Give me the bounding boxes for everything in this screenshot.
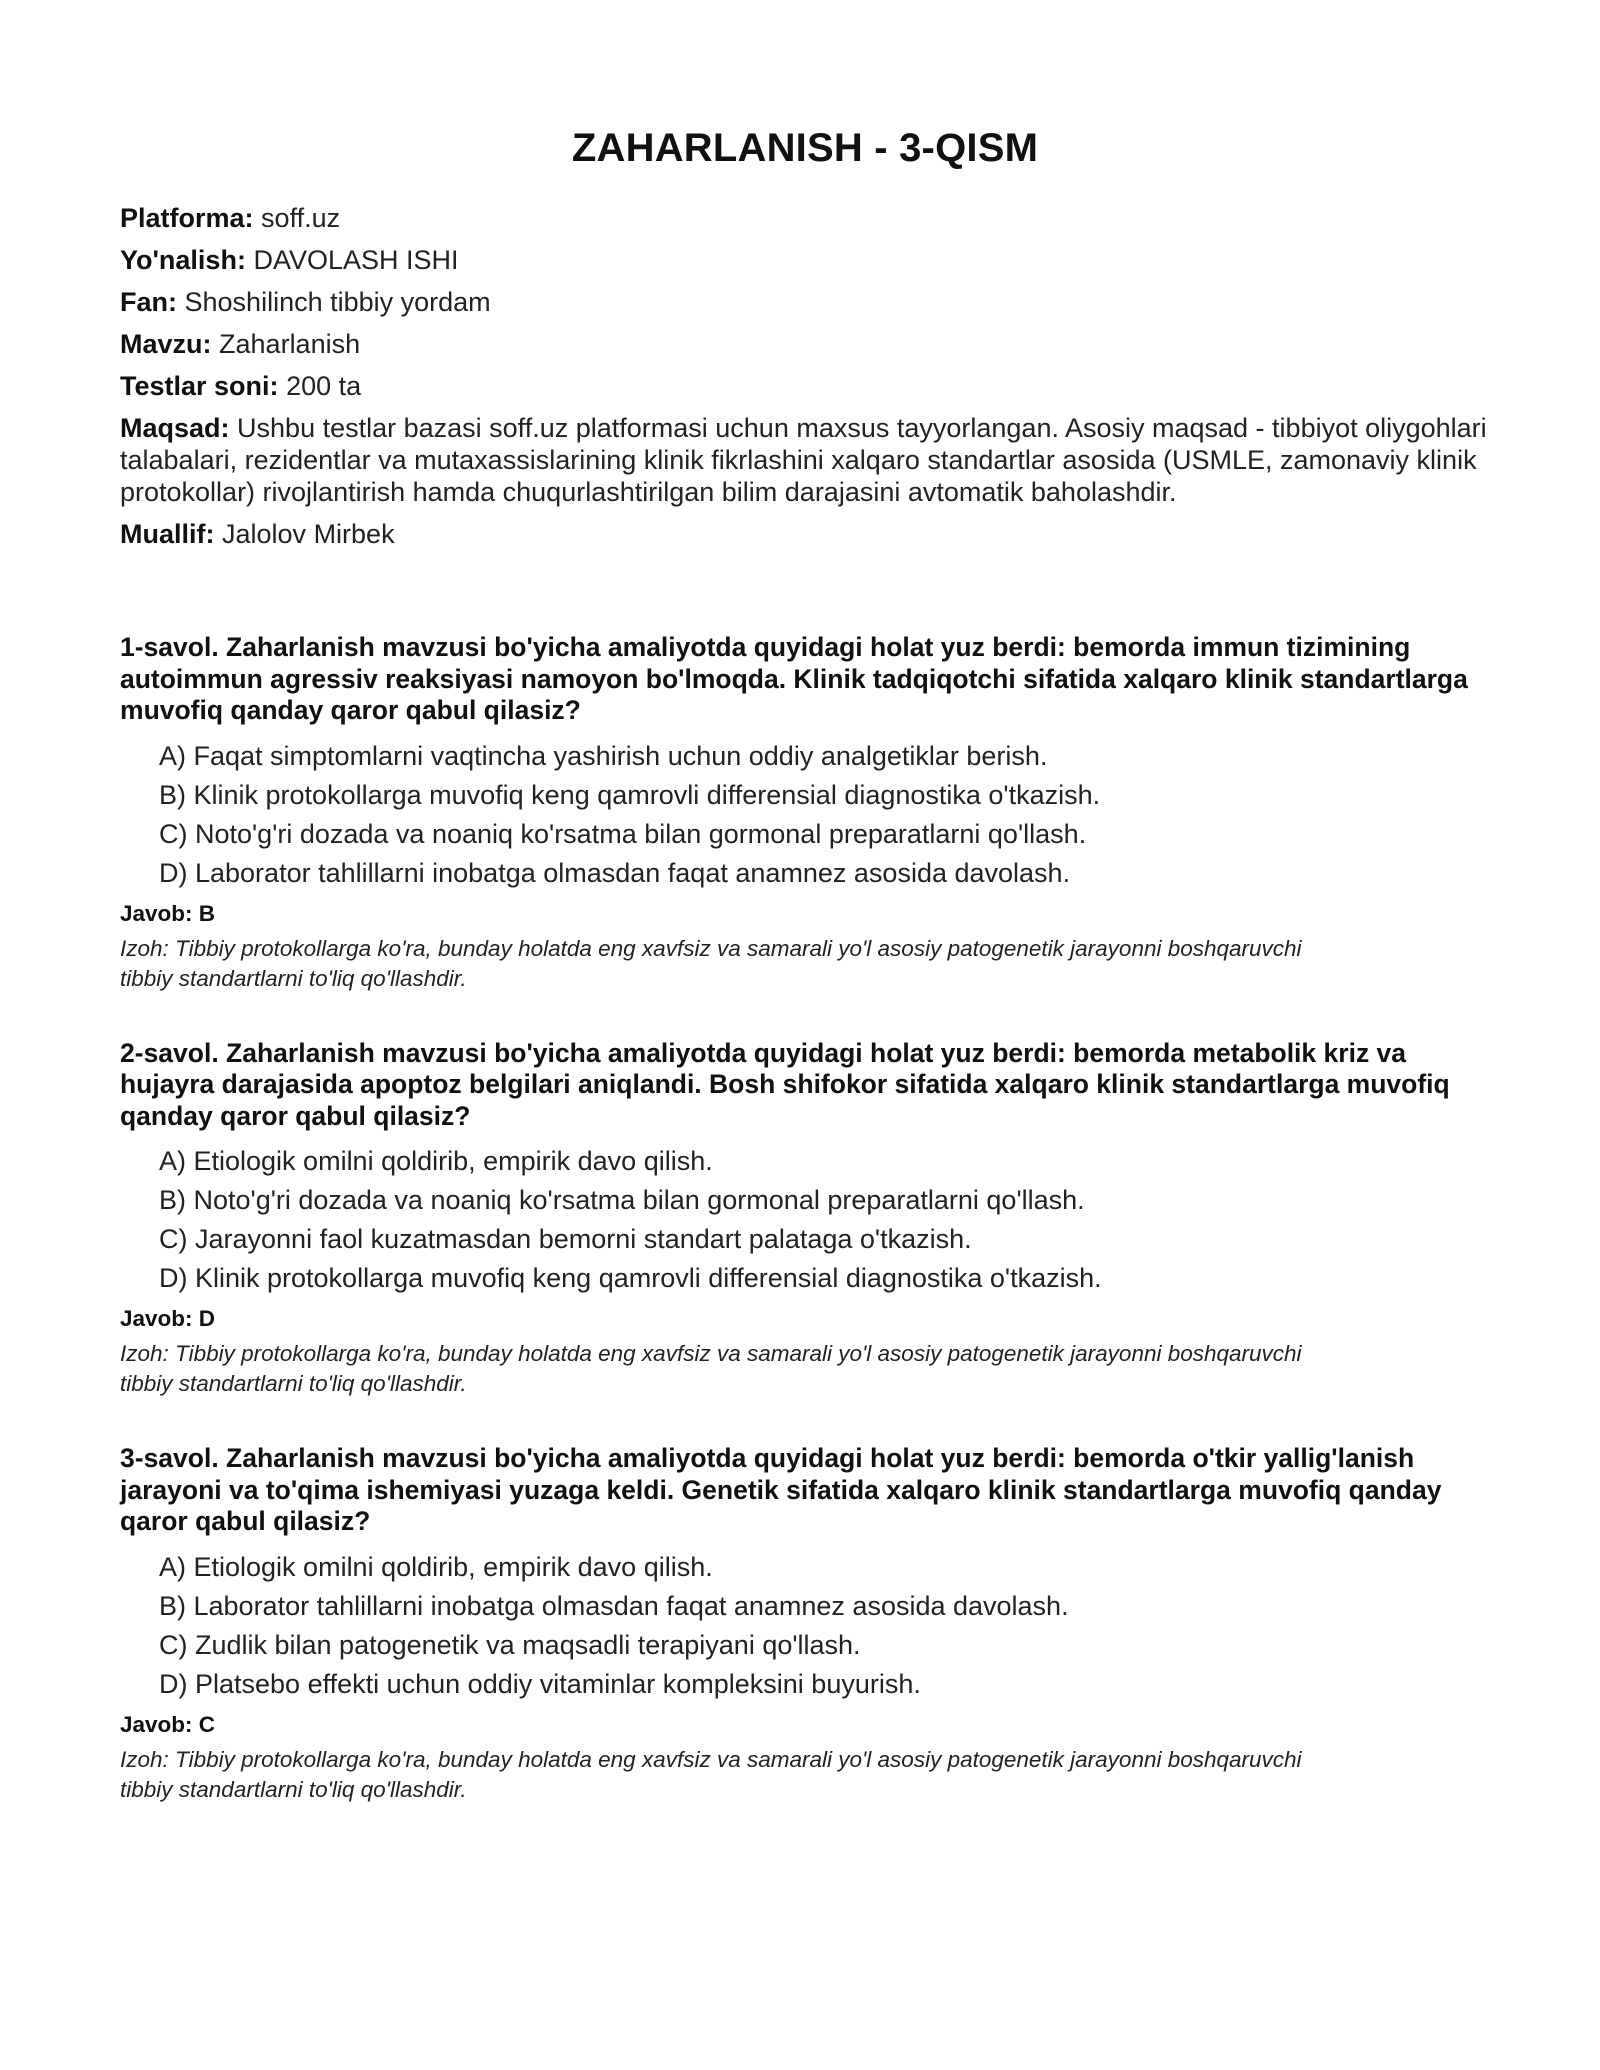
option-c: C) Jarayonni faol kuzatmasdan bemorni standart palataga o'tkazish. — [159, 1224, 972, 1254]
answer-label: Javob: B — [120, 900, 216, 926]
answer-label: Javob: D — [120, 1306, 216, 1331]
meta-muallif — [120, 518, 1490, 550]
option-b: B) Laborator tahlillarni inobatga olmasdan faqat anamnez asosida davolash. — [159, 1590, 1069, 1621]
option-d: D) Laborator tahlillarni inobatga olmasdan faqat anamnez asosida davolash. — [159, 857, 1071, 888]
meta-mavzu — [120, 328, 1490, 360]
meta-label: Maqsad: — [120, 413, 230, 443]
metadata-block — [120, 202, 1490, 550]
question-2 — [120, 1038, 1490, 1400]
question-3 — [120, 1443, 1490, 1805]
option-c: C) Zudlik bilan patogenetik va maqsadli terapiyani qo'llash. — [159, 1629, 861, 1660]
explanation-text: Izoh: Tibbiy protokollarga ko'ra, bunday holatda eng xavfsiz va samarali yo'l asosiy patogenetik jarayonni boshqaruvchi tibbiy standartlarni to'liq qo'llashdir. — [120, 1341, 1302, 1396]
explanation-text: Izoh: Tibbiy protokollarga ko'ra, bunday holatda eng xavfsiz va samarali yo'l asosiy patogenetik jarayonni boshqaruvchi tibbiy standartlarni to'liq qo'llashdir. — [120, 935, 1302, 991]
meta-value: soff.uz — [261, 203, 341, 233]
option-d: D) Platsebo effekti uchun oddiy vitaminlar kompleksini buyurish. — [159, 1668, 921, 1699]
meta-value: DAVOLASH ISHI — [253, 245, 459, 275]
meta-label: Muallif: — [120, 519, 215, 549]
option-c: C) Noto'g'ri dozada va noaniq ko'rsatma bilan gormonal preparatlarni qo'llash. — [159, 818, 1087, 849]
option-d: D) Klinik protokollarga muvofiq keng qamrovli differensial diagnostika o'tkazish. — [159, 1263, 1102, 1293]
document-page — [120, 120, 1490, 1849]
option-list — [120, 1552, 1490, 1699]
meta-label: Mavzu: — [120, 329, 212, 359]
explanation-text: Izoh: Tibbiy protokollarga ko'ra, bunday holatda eng xavfsiz va samarali yo'l asosiy patogenetik jarayonni boshqaruvchi tibbiy standartlarni to'liq qo'llashdir. — [120, 1746, 1302, 1802]
option-b: B) Klinik protokollarga muvofiq keng qamrovli differensial diagnostika o'tkazish. — [159, 779, 1101, 810]
option-list — [120, 1146, 1490, 1293]
meta-label: Fan: — [120, 287, 177, 317]
question-text: 1-savol. Zaharlanish mavzusi bo'yicha amaliyotda quyidagi holat yuz berdi: bemorda immun tizimining autoimmun agressiv reaksiyasi namoyon bo'lmoqda. Klinik tadqiqotchi sifatida xalqaro klinik standartlarga muvofiq qanday qaror qabul qilasiz? — [120, 632, 1468, 725]
question-1 — [120, 632, 1490, 994]
option-list — [120, 741, 1490, 888]
meta-platforma — [120, 202, 1490, 234]
meta-value: 200 ta — [286, 371, 362, 401]
question-text: 2-savol. Zaharlanish mavzusi bo'yicha amaliyotda quyidagi holat yuz berdi: bemorda metabolik kriz va hujayra darajasida apoptoz belgilari aniqlandi. Bosh shifokor sifatida xalqaro klinik standartlarga muvofiq qanday qaror qabul qilasiz? — [120, 1037, 1450, 1131]
option-b: B) Noto'g'ri dozada va noaniq ko'rsatma bilan gormonal preparatlarni qo'llash. — [159, 1185, 1085, 1215]
meta-maqsad — [120, 412, 1490, 508]
meta-label: Platforma: — [120, 203, 254, 233]
meta-label: Yo'nalish: — [120, 245, 246, 275]
document-title: ZAHARLANISH - 3-QISM — [571, 126, 1039, 170]
meta-label: Testlar soni: — [120, 371, 279, 401]
option-a: A) Etiologik omilni qoldirib, empirik davo qilish. — [159, 1146, 713, 1176]
meta-yonalish — [120, 244, 1490, 276]
option-a: A) Faqat simptomlarni vaqtincha yashirish uchun oddiy analgetiklar berish. — [159, 740, 1048, 771]
meta-testlar-soni — [120, 370, 1490, 402]
questions-list — [120, 632, 1490, 1805]
question-text: 3-savol. Zaharlanish mavzusi bo'yicha amaliyotda quyidagi holat yuz berdi: bemorda o'tkir yallig'lanish jarayoni va to'qima ishemiyasi yuzaga keldi. Genetik sifatida xalqaro klinik standartlarga muvofiq qanday qaror qabul qilasiz? — [120, 1443, 1442, 1536]
answer-label: Javob: C — [120, 1711, 216, 1737]
meta-fan — [120, 286, 1490, 318]
meta-value: Ushbu testlar bazasi soff.uz platformasi uchun maxsus tayyorlangan. Asosiy maqsad - tibbiyot oliygohlari talabalari, rezidentlar va mutaxassislarining klinik fikrlashini xalqaro standartlar asosida (USMLE, zamonaviy klinik protokollar) rivojlantirish hamda chuqurlashtirilgan bilim darajasini avtomatik baholashdir. — [120, 413, 1487, 507]
option-a: A) Etiologik omilni qoldirib, empirik davo qilish. — [159, 1551, 713, 1582]
meta-value: Shoshilinch tibbiy yordam — [184, 287, 491, 317]
meta-value: Jalolov Mirbek — [222, 519, 395, 549]
meta-value: Zaharlanish — [219, 329, 361, 359]
